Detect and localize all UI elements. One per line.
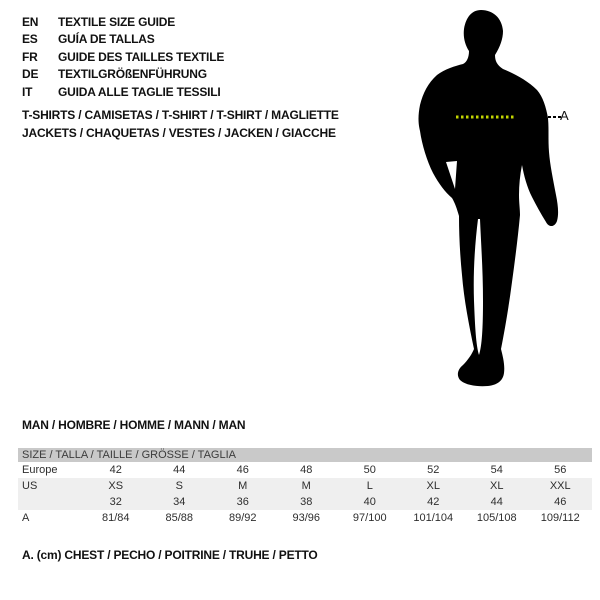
table-cell: 46 [554, 496, 567, 508]
table-cell: 36 [236, 496, 249, 508]
row-label: A [22, 512, 30, 524]
language-row [22, 83, 382, 101]
table-row-us [18, 478, 592, 494]
table-row-europe [18, 462, 592, 478]
table-cell: 48 [300, 464, 313, 476]
language-code: EN [22, 14, 39, 29]
table-cell: 101/104 [413, 512, 454, 524]
language-label: GUÍA DE TALLAS [58, 32, 155, 47]
table-cell: 44 [490, 496, 503, 508]
size-table [18, 448, 592, 526]
table-cell: XS [108, 480, 124, 492]
man-silhouette [415, 5, 575, 395]
table-cell: 56 [554, 464, 567, 476]
section-title-man: MAN / HOMBRE / HOMME / MANN / MAN [22, 418, 246, 432]
table-cell: 44 [173, 464, 186, 476]
row-label [18, 494, 84, 510]
language-code: DE [22, 67, 39, 82]
table-cell: S [175, 480, 183, 492]
table-cell: XXL [549, 480, 571, 492]
table-cell: 42 [109, 464, 122, 476]
table-cell: 46 [236, 464, 249, 476]
language-row [22, 31, 382, 49]
table-cell: 93/96 [292, 512, 321, 524]
table-cell: 89/92 [228, 512, 257, 524]
table-cell: 42 [427, 496, 440, 508]
table-cell: M [301, 480, 311, 492]
row-label: Europe [22, 464, 58, 476]
table-cell: XL [490, 480, 504, 492]
table-row-chest-a [18, 510, 592, 526]
table-cell: M [238, 480, 248, 492]
category-list [22, 106, 422, 142]
row-label: US [22, 480, 38, 492]
language-row [22, 66, 382, 84]
table-cell: 34 [173, 496, 186, 508]
language-label: TEXTILE SIZE GUIDE [58, 14, 176, 29]
table-cell: 85/88 [165, 512, 194, 524]
category-jackets: JACKETS / CHAQUETAS / VESTES / JACKEN / GIACCHE [22, 126, 336, 140]
table-cell: 32 [109, 496, 122, 508]
table-cell: XL [426, 480, 440, 492]
table-cell: 50 [363, 464, 376, 476]
table-row-us-numeric [18, 494, 592, 510]
size-table-header: SIZE / TALLA / TAILLE / GRÖSSE / TAGLIA [18, 448, 592, 462]
measure-legend: A. (cm) CHEST / PECHO / POITRINE / TRUHE / PETTO [22, 548, 318, 562]
language-label: TEXTILGRÖßENFÜHRUNG [58, 67, 207, 82]
table-cell: 109/112 [540, 512, 580, 524]
language-row [22, 48, 382, 66]
table-cell: 97/100 [352, 512, 387, 524]
table-cell: 52 [427, 464, 440, 476]
language-code: ES [22, 32, 38, 47]
man-silhouette-shape [419, 10, 559, 386]
table-cell: 38 [300, 496, 313, 508]
table-cell: 40 [363, 496, 376, 508]
language-code: FR [22, 49, 38, 64]
language-code: IT [22, 84, 33, 99]
language-row [22, 13, 382, 31]
language-label: GUIDA ALLE TAGLIE TESSILI [58, 84, 221, 99]
language-label: GUIDE DES TAILLES TEXTILE [58, 49, 225, 64]
table-cell: L [366, 480, 373, 492]
table-cell: 54 [490, 464, 503, 476]
category-tshirts: T-SHIRTS / CAMISETAS / T-SHIRT / T-SHIRT / MAGLIETTE [22, 108, 339, 122]
table-cell: 81/84 [101, 512, 130, 524]
language-list [22, 13, 382, 101]
measure-label-a: A [560, 108, 569, 123]
table-cell: 105/108 [476, 512, 517, 524]
